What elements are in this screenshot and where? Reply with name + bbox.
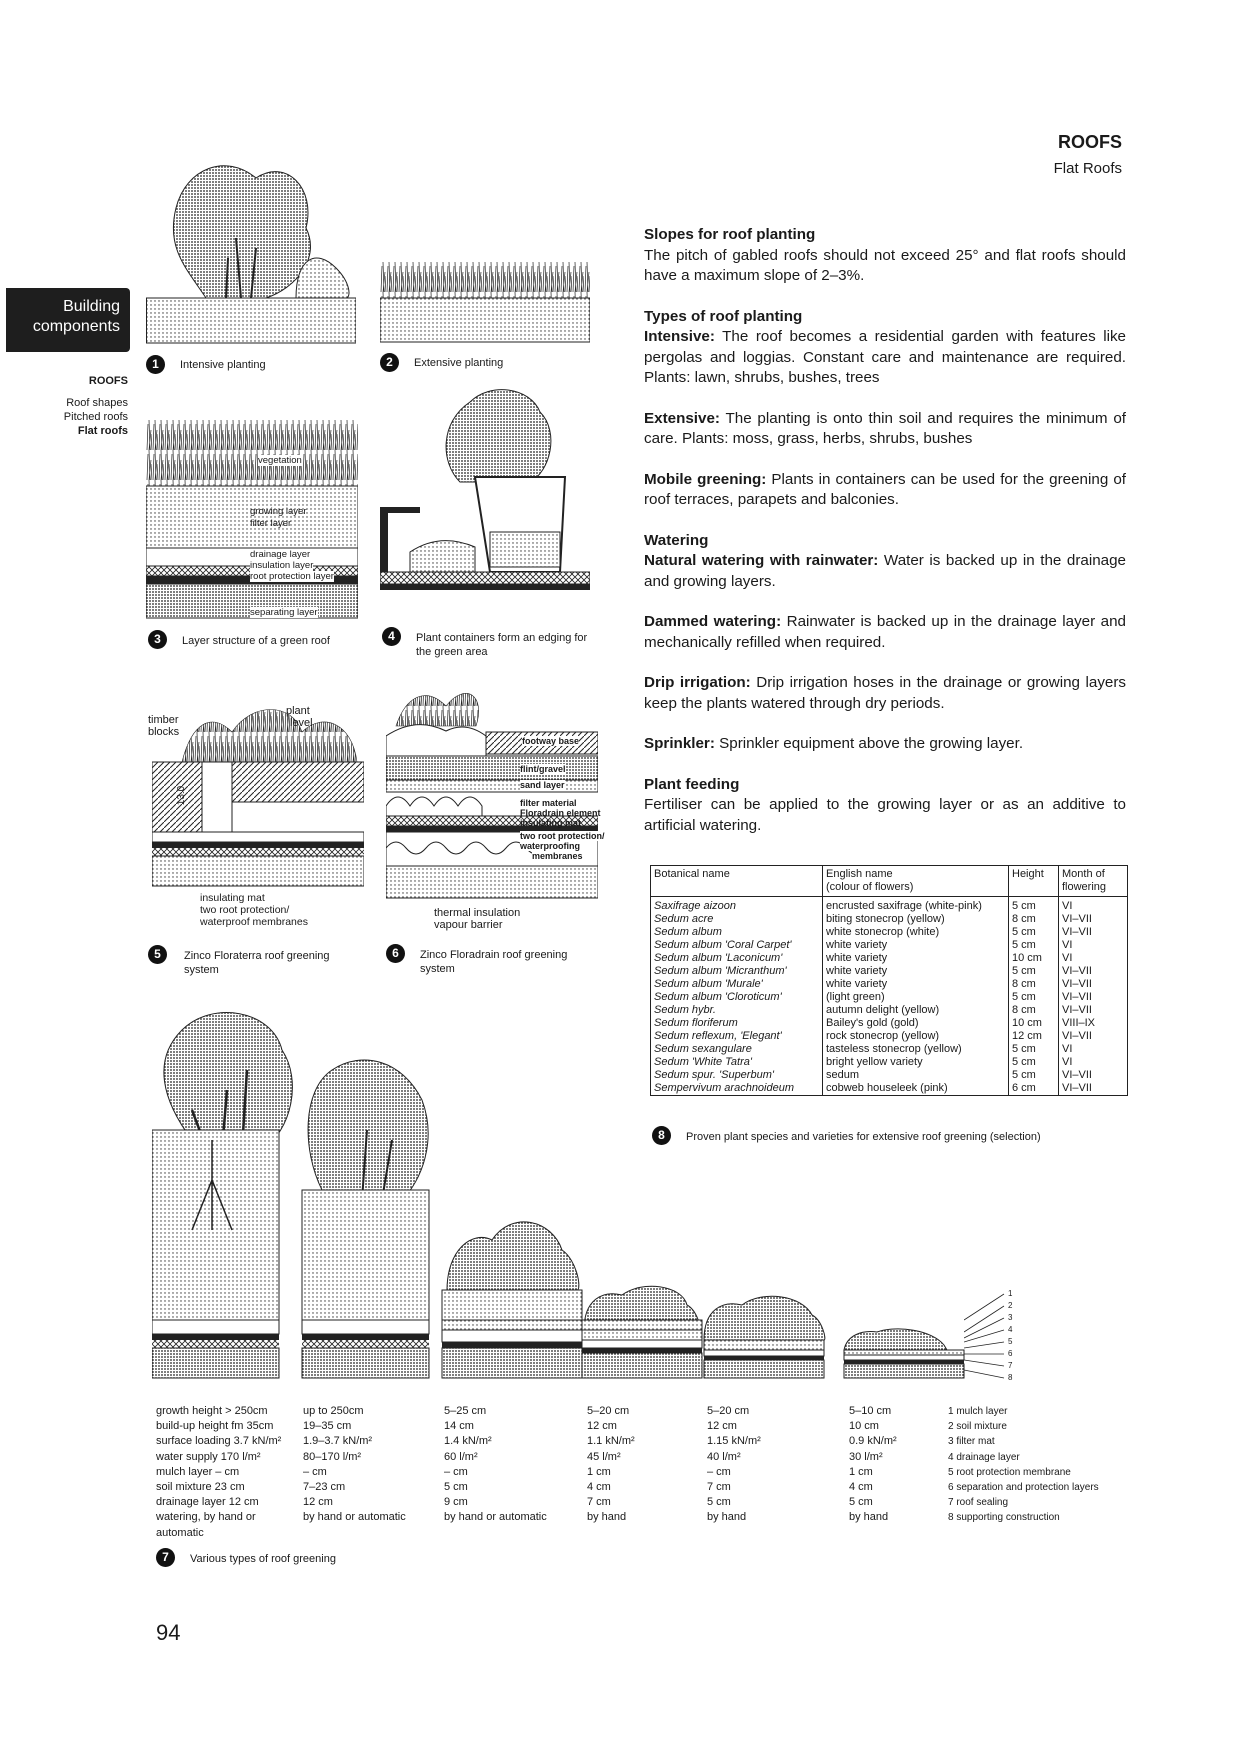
roof-layer-legend-item: 8 supporting construction (948, 1512, 1060, 1524)
desc-sprinkler: Sprinkler equipment above the growing layer. (714, 735, 1024, 752)
base-stack-4 (582, 1340, 702, 1378)
figure-5-caption-line2: system (184, 964, 219, 976)
cell-botanical: Sedum 'White Tatra' (651, 1056, 823, 1069)
cell-month: VI (1059, 939, 1128, 952)
roof-type-value: 14 cm (444, 1420, 474, 1433)
cell-english: rock stonecrop (yellow) (823, 1030, 1009, 1043)
roof-type-value: 5–25 cm (444, 1405, 487, 1417)
extensive-planting-illustration (380, 262, 590, 344)
term-sprinkler: Sprinkler: (644, 735, 715, 752)
page-number: 94 (156, 1620, 181, 1645)
cell-botanical: Sedum floriferum (651, 1017, 823, 1030)
cell-height: 8 cm (1009, 1004, 1059, 1017)
roof-layer-legend-item: 4 drainage layer (948, 1451, 1020, 1463)
f3-label-separating-layer: separating layer (250, 607, 318, 618)
figure-8-number: 8 (652, 1126, 671, 1145)
f5-label-plant: plant (286, 705, 310, 717)
roof-layer-legend-item: 5 root protection membrane (948, 1466, 1071, 1478)
cell-botanical: Sedum reflexum, 'Elegant' (651, 1030, 823, 1043)
cell-month: VI–VII (1059, 913, 1128, 926)
side-navigation (10, 374, 128, 438)
f3-label-root-protection-layer: root protection layer (250, 571, 334, 582)
desc-dammed: Rainwater is backed up in the drainage layer and mechanically refilled when required. (644, 613, 1126, 651)
f6-label-membranes: membranes (532, 851, 583, 861)
para-natural (644, 551, 1126, 592)
roof-type-value: mulch layer – cm (156, 1465, 240, 1478)
roof-types-base-layers (152, 1320, 972, 1400)
roof-type-value: 7–23 cm (303, 1481, 346, 1494)
roof-type-col-1 (156, 1404, 281, 1541)
cell-botanical: Sedum album 'Murale' (651, 978, 823, 991)
roof-type-value: by hand (849, 1511, 889, 1524)
cell-height: 5 cm (1009, 991, 1059, 1004)
f6-label-flint-gravel: flint/gravel (520, 764, 566, 774)
heading-watering: Watering (644, 531, 709, 549)
roof-type-col-4 (587, 1404, 635, 1526)
figure-7-number: 7 (156, 1548, 175, 1567)
cell-height: 6 cm (1009, 1082, 1059, 1096)
cell-month: VIII–IX (1059, 1017, 1128, 1030)
cell-botanical: Sempervivum arachnoideum (651, 1082, 823, 1096)
cell-month: VI (1059, 1043, 1128, 1056)
figure-1-caption: Intensive planting (180, 359, 266, 371)
side-nav-item-flat-roofs[interactable]: Flat roofs (77, 425, 128, 437)
table-row (651, 939, 1128, 952)
f3-label-vegetation: vegetation (258, 455, 302, 466)
chapter-tab[interactable] (6, 288, 130, 352)
roof-type-value: water supply 170 l/m² (156, 1450, 261, 1463)
para-sprinkler (644, 734, 1126, 755)
roof-type-value: 5–10 cm (849, 1405, 892, 1417)
layer-num-6: 6 (1008, 1349, 1013, 1358)
cell-english: white variety (823, 965, 1009, 978)
cell-month: VI (1059, 952, 1128, 965)
figure-7-base-layers (152, 1320, 972, 1400)
f5-label-dimension: 13.0 (176, 785, 188, 806)
roof-type-value: 30 l/m² (849, 1450, 883, 1463)
roof-type-value: 12 cm (303, 1496, 333, 1509)
roof-type-col-3 (444, 1404, 547, 1526)
roof-layer-legend-item: 3 filter mat (948, 1436, 995, 1448)
roof-type-value: 4 cm (587, 1481, 611, 1494)
roof-type-value: 1.15 kN/m² (707, 1435, 761, 1448)
page-section-title: ROOFS (1057, 132, 1122, 152)
para-feeding: Fertiliser can be applied to the growing layer or as an additive to artificial watering. (644, 796, 1126, 834)
cell-month: VI (1059, 897, 1128, 914)
figure-6-floradrain (386, 676, 598, 902)
cell-height: 5 cm (1009, 965, 1059, 978)
figure-4-caption-line1: Plant containers form an edging for (416, 632, 588, 644)
f5-label-waterproof-membranes: waterproof membranes (200, 916, 308, 928)
th-english-l2: (colour of flowers) (826, 881, 914, 893)
f6-label-waterproofing: waterproofing (520, 841, 580, 851)
desc-mobile: Plants in containers can be used for the greening of roof terraces, parapets and balconies. (644, 470, 1126, 508)
term-mobile: Mobile greening: (644, 470, 767, 488)
layer-num-8: 8 (1008, 1373, 1013, 1382)
table-row (651, 965, 1128, 978)
figure-2-caption: Extensive planting (414, 357, 504, 369)
intensive-planting-illustration (146, 148, 356, 348)
figure-5-number: 5 (148, 945, 167, 964)
side-nav-item-roof-shapes[interactable]: Roof shapes (66, 397, 128, 409)
cell-botanical: Saxifrage aizoon (651, 897, 823, 914)
layer-num-3: 3 (1008, 1313, 1013, 1322)
cell-botanical: Sedum acre (651, 913, 823, 926)
roof-layer-legend-item: 2 soil mixture (948, 1421, 1007, 1433)
f6-label-footway-base: footway base (522, 736, 580, 746)
chapter-tab-line1: Building (63, 298, 120, 315)
figure-4-caption-line2: the green area (416, 646, 488, 658)
cell-height: 5 cm (1009, 926, 1059, 939)
roof-type-value: 1.1 kN/m² (587, 1435, 635, 1448)
roof-type-value: 45 l/m² (587, 1450, 621, 1463)
floraterra-illustration (152, 672, 364, 892)
figure-1-number: 1 (146, 355, 165, 374)
cell-height: 8 cm (1009, 913, 1059, 926)
base-stack-2 (302, 1320, 429, 1378)
cell-month: VI–VII (1059, 926, 1128, 939)
figure-5-caption (184, 949, 330, 977)
base-stack-3 (442, 1330, 582, 1378)
figure-5-floraterra (152, 672, 364, 892)
heading-feeding: Plant feeding (644, 775, 740, 793)
figure-1-intensive-planting (146, 148, 356, 348)
desc-extensive: The planting is onto thin soil and requires the minimum of care. Plants: moss, grass, herbs, shrubs, bushes (644, 409, 1126, 447)
figure-2-extensive-planting (380, 262, 590, 344)
figure-4-caption (416, 631, 587, 659)
figure-3-number: 3 (148, 630, 167, 649)
cell-english: bright yellow variety (823, 1056, 1009, 1069)
cell-botanical: Sedum sexangulare (651, 1043, 823, 1056)
roof-type-value: by hand (707, 1511, 747, 1524)
roof-type-value: 1.9–3.7 kN/m² (303, 1435, 373, 1448)
roof-layer-legend (948, 1404, 1099, 1526)
roof-type-value: up to 250cm (303, 1405, 364, 1417)
cell-english: white variety (823, 939, 1009, 952)
cell-month: VI–VII (1059, 1069, 1128, 1082)
cell-botanical: Sedum album 'Cloroticum' (651, 991, 823, 1004)
f3-label-growing-layer: growing layer (250, 506, 307, 517)
cell-english: tasteless stonecrop (yellow) (823, 1043, 1009, 1056)
table-row (651, 913, 1128, 926)
para-intensive (644, 327, 1126, 389)
roof-type-value: 19–35 cm (303, 1420, 352, 1433)
roof-type-value: 5–20 cm (707, 1405, 750, 1417)
roof-type-value: 7 cm (587, 1496, 611, 1509)
roof-type-value: by hand or automatic (444, 1511, 547, 1524)
roof-type-value: 10 cm (849, 1420, 879, 1433)
th-month-l2: flowering (1062, 881, 1107, 893)
roof-type-value: drainage layer 12 cm (156, 1496, 259, 1509)
roof-type-value: 80–170 l/m² (303, 1450, 362, 1463)
th-english-l1: English name (826, 868, 893, 880)
layer-num-4: 4 (1008, 1325, 1013, 1334)
roof-type-value: 5–20 cm (587, 1405, 630, 1417)
page-subsection-title: Flat Roofs (1053, 160, 1122, 177)
roof-type-value: 9 cm (444, 1496, 468, 1509)
roof-type-value: 0.9 kN/m² (849, 1435, 897, 1448)
roof-type-value: 12 cm (587, 1420, 617, 1433)
term-intensive: Intensive: (644, 328, 715, 345)
roof-type-value: 1.4 kN/m² (444, 1435, 492, 1448)
f3-label-insulation-layer: insulation layer (250, 560, 314, 571)
roof-type-value: 12 cm (707, 1420, 737, 1433)
roof-type-value: by hand (587, 1511, 627, 1524)
term-natural: Natural watering with rainwater: (644, 552, 879, 569)
side-nav-heading: ROOFS (88, 375, 128, 387)
figure-2-number: 2 (380, 353, 399, 372)
cell-height: 10 cm (1009, 952, 1059, 965)
f6-label-thermal-insulation: thermal insulation (434, 907, 521, 919)
f6-label-vapour-barrier: vapour barrier (434, 919, 503, 931)
roof-layer-legend-item: 6 separation and protection layers (948, 1482, 1099, 1494)
roof-type-value: – cm (707, 1465, 731, 1478)
cell-english: sedum (823, 1069, 1009, 1082)
desc-natural: Water is backed up in the drainage and growing layers. (644, 552, 1127, 590)
roof-type-value: 1 cm (587, 1465, 611, 1478)
roof-type-value: growth height > 250cm (156, 1405, 268, 1417)
term-extensive: Extensive: (644, 409, 720, 427)
roof-type-value: – cm (444, 1465, 468, 1478)
f6-label-floradrain-element: Floradrain element (520, 808, 601, 818)
cell-height: 5 cm (1009, 897, 1059, 914)
cell-english: encrusted saxifrage (white-pink) (823, 897, 1009, 914)
roof-type-value: – cm (303, 1465, 327, 1478)
f5-label-root-protection: two root protection/ (200, 904, 290, 916)
cell-month: VI–VII (1059, 991, 1128, 1004)
roof-layer-legend-item: 7 roof sealing (948, 1497, 1009, 1509)
roof-type-value: by hand or automatic (303, 1511, 406, 1524)
layer-num-5: 5 (1008, 1337, 1013, 1346)
table-row (651, 897, 1128, 914)
figure-4-number: 4 (382, 627, 401, 646)
cell-english: biting stonecrop (yellow) (823, 913, 1009, 926)
roof-type-value: surface loading 3.7 kN/m² (156, 1435, 282, 1448)
layer-num-7: 7 (1008, 1361, 1013, 1370)
roof-type-value: soil mixture 23 cm (156, 1481, 245, 1494)
base-stack-5 (704, 1350, 824, 1378)
table-row (651, 926, 1128, 939)
f5-label-blocks: blocks (148, 726, 180, 738)
figure-4-plant-containers (380, 382, 590, 608)
roof-type-value: 5 cm (707, 1496, 731, 1509)
f5-label-level: level (290, 717, 313, 729)
cell-english: (light green) (823, 991, 1009, 1004)
f6-label-root-protection: two root protection/ (520, 831, 605, 841)
roof-type-value: 4 cm (849, 1481, 873, 1494)
f5-label-insulating-mat: insulating mat (200, 892, 265, 904)
figure-6-caption-line1: Zinco Floradrain roof greening (420, 949, 568, 961)
cell-height: 5 cm (1009, 1043, 1059, 1056)
cell-botanical: Sedum album (651, 926, 823, 939)
f3-label-filter-layer: filter layer (250, 518, 292, 529)
roof-type-value: 40 l/m² (707, 1450, 741, 1463)
cell-botanical: Sedum album 'Micranthum' (651, 965, 823, 978)
roof-type-value: 5 cm (444, 1481, 468, 1494)
roof-layer-legend-item: 1 mulch layer (948, 1406, 1008, 1417)
cell-english: white variety (823, 952, 1009, 965)
cell-height: 5 cm (1009, 1069, 1059, 1082)
cell-month: VI–VII (1059, 965, 1128, 978)
para-slopes: The pitch of gabled roofs should not exceed 25° and flat roofs should have a maximum slope of 2–3%. (644, 246, 1126, 284)
cell-english: cobweb houseleek (pink) (823, 1082, 1009, 1096)
roof-type-col-2 (303, 1404, 406, 1526)
figure-8-caption: Proven plant species and varieties for extensive roof greening (selection) (686, 1131, 1041, 1143)
chapter-tab-line2: components (32, 318, 120, 335)
term-drip: Drip irrigation: (644, 674, 751, 691)
cell-month: VI–VII (1059, 1030, 1128, 1043)
th-botanical: Botanical name (651, 866, 823, 897)
roof-type-col-6 (849, 1404, 897, 1526)
cell-month: VI–VII (1059, 1004, 1128, 1017)
cell-height: 5 cm (1009, 1056, 1059, 1069)
roof-type-value: 7 cm (707, 1481, 731, 1494)
cell-english: Bailey's gold (gold) (823, 1017, 1009, 1030)
cell-month: VI–VII (1059, 1082, 1128, 1096)
term-dammed: Dammed watering: (644, 613, 782, 630)
cell-botanical: Sedum album 'Coral Carpet' (651, 939, 823, 952)
cell-english: white variety (823, 978, 1009, 991)
roof-type-col-5 (707, 1404, 761, 1526)
cell-english: autumn delight (yellow) (823, 1004, 1009, 1017)
table-row (651, 952, 1128, 965)
th-month-l1: Month of (1062, 868, 1105, 880)
cell-height: 8 cm (1009, 978, 1059, 991)
roof-type-value: 5 cm (849, 1496, 873, 1509)
table-header-row (651, 866, 1128, 897)
base-stack-6 (844, 1355, 964, 1378)
roof-type-value: 60 l/m² (444, 1450, 478, 1463)
figure-6-number: 6 (386, 944, 405, 963)
para-mobile (644, 470, 1126, 511)
cell-botanical: Sedum album 'Laconicum' (651, 952, 823, 965)
figure-6-caption-line2: system (420, 963, 455, 975)
f6-label-insulating-mat: insulating mat (520, 818, 582, 828)
figure-6-caption (420, 948, 567, 976)
cell-height: 5 cm (1009, 939, 1059, 952)
para-drip (644, 673, 1126, 714)
side-nav-item-pitched-roofs[interactable]: Pitched roofs (63, 411, 128, 423)
layer-num-2: 2 (1008, 1301, 1013, 1310)
roof-layer-leader-lines (964, 1290, 1024, 1400)
layer-num-1: 1 (1008, 1289, 1013, 1298)
figure-7-leader-lines (964, 1290, 1024, 1400)
figure-5-caption-line1: Zinco Floraterra roof greening (184, 950, 330, 962)
cell-month: VI–VII (1059, 978, 1128, 991)
roof-type-value: build-up height fm 35cm (156, 1420, 274, 1433)
para-dammed (644, 612, 1126, 653)
f5-label-timber: timber (148, 714, 179, 726)
th-english (823, 866, 1009, 897)
f6-label-sand-layer: sand layer (520, 780, 565, 790)
roof-type-value: 1 cm (849, 1465, 873, 1478)
base-stack-1 (152, 1320, 279, 1378)
f3-label-drainage-layer: drainage layer (250, 549, 311, 560)
table-row (651, 978, 1128, 991)
heading-types: Types of roof planting (644, 307, 803, 325)
floradrain-illustration (386, 676, 598, 902)
cell-height: 10 cm (1009, 1017, 1059, 1030)
cell-botanical: Sedum hybr. (651, 1004, 823, 1017)
para-extensive (644, 409, 1126, 450)
cell-english: white stonecrop (white) (823, 926, 1009, 939)
desc-intensive: The roof becomes a residential garden with features like pergolas and loggias. Constant care and maintenance are required. Plants: lawn, shrubs, bushes, trees (644, 328, 1126, 386)
figure-7-caption: Various types of roof greening (190, 1553, 336, 1565)
cell-botanical: Sedum spur. 'Superbum' (651, 1069, 823, 1082)
desc-drip: Drip irrigation hoses in the drainage or growing layers keep the plants watered through dry periods. (644, 674, 1127, 712)
figure-3-caption: Layer structure of a green roof (182, 635, 330, 647)
body-text (644, 225, 1126, 856)
cell-height: 12 cm (1009, 1030, 1059, 1043)
heading-slopes: Slopes for roof planting (644, 226, 816, 243)
roof-type-value: automatic (156, 1526, 204, 1539)
f6-label-filter-material: filter material (520, 798, 577, 808)
th-height: Height (1009, 866, 1059, 897)
plant-containers-illustration (380, 382, 590, 608)
cell-month: VI (1059, 1056, 1128, 1069)
roof-type-value: watering, by hand or (156, 1511, 256, 1524)
th-month (1059, 866, 1128, 897)
